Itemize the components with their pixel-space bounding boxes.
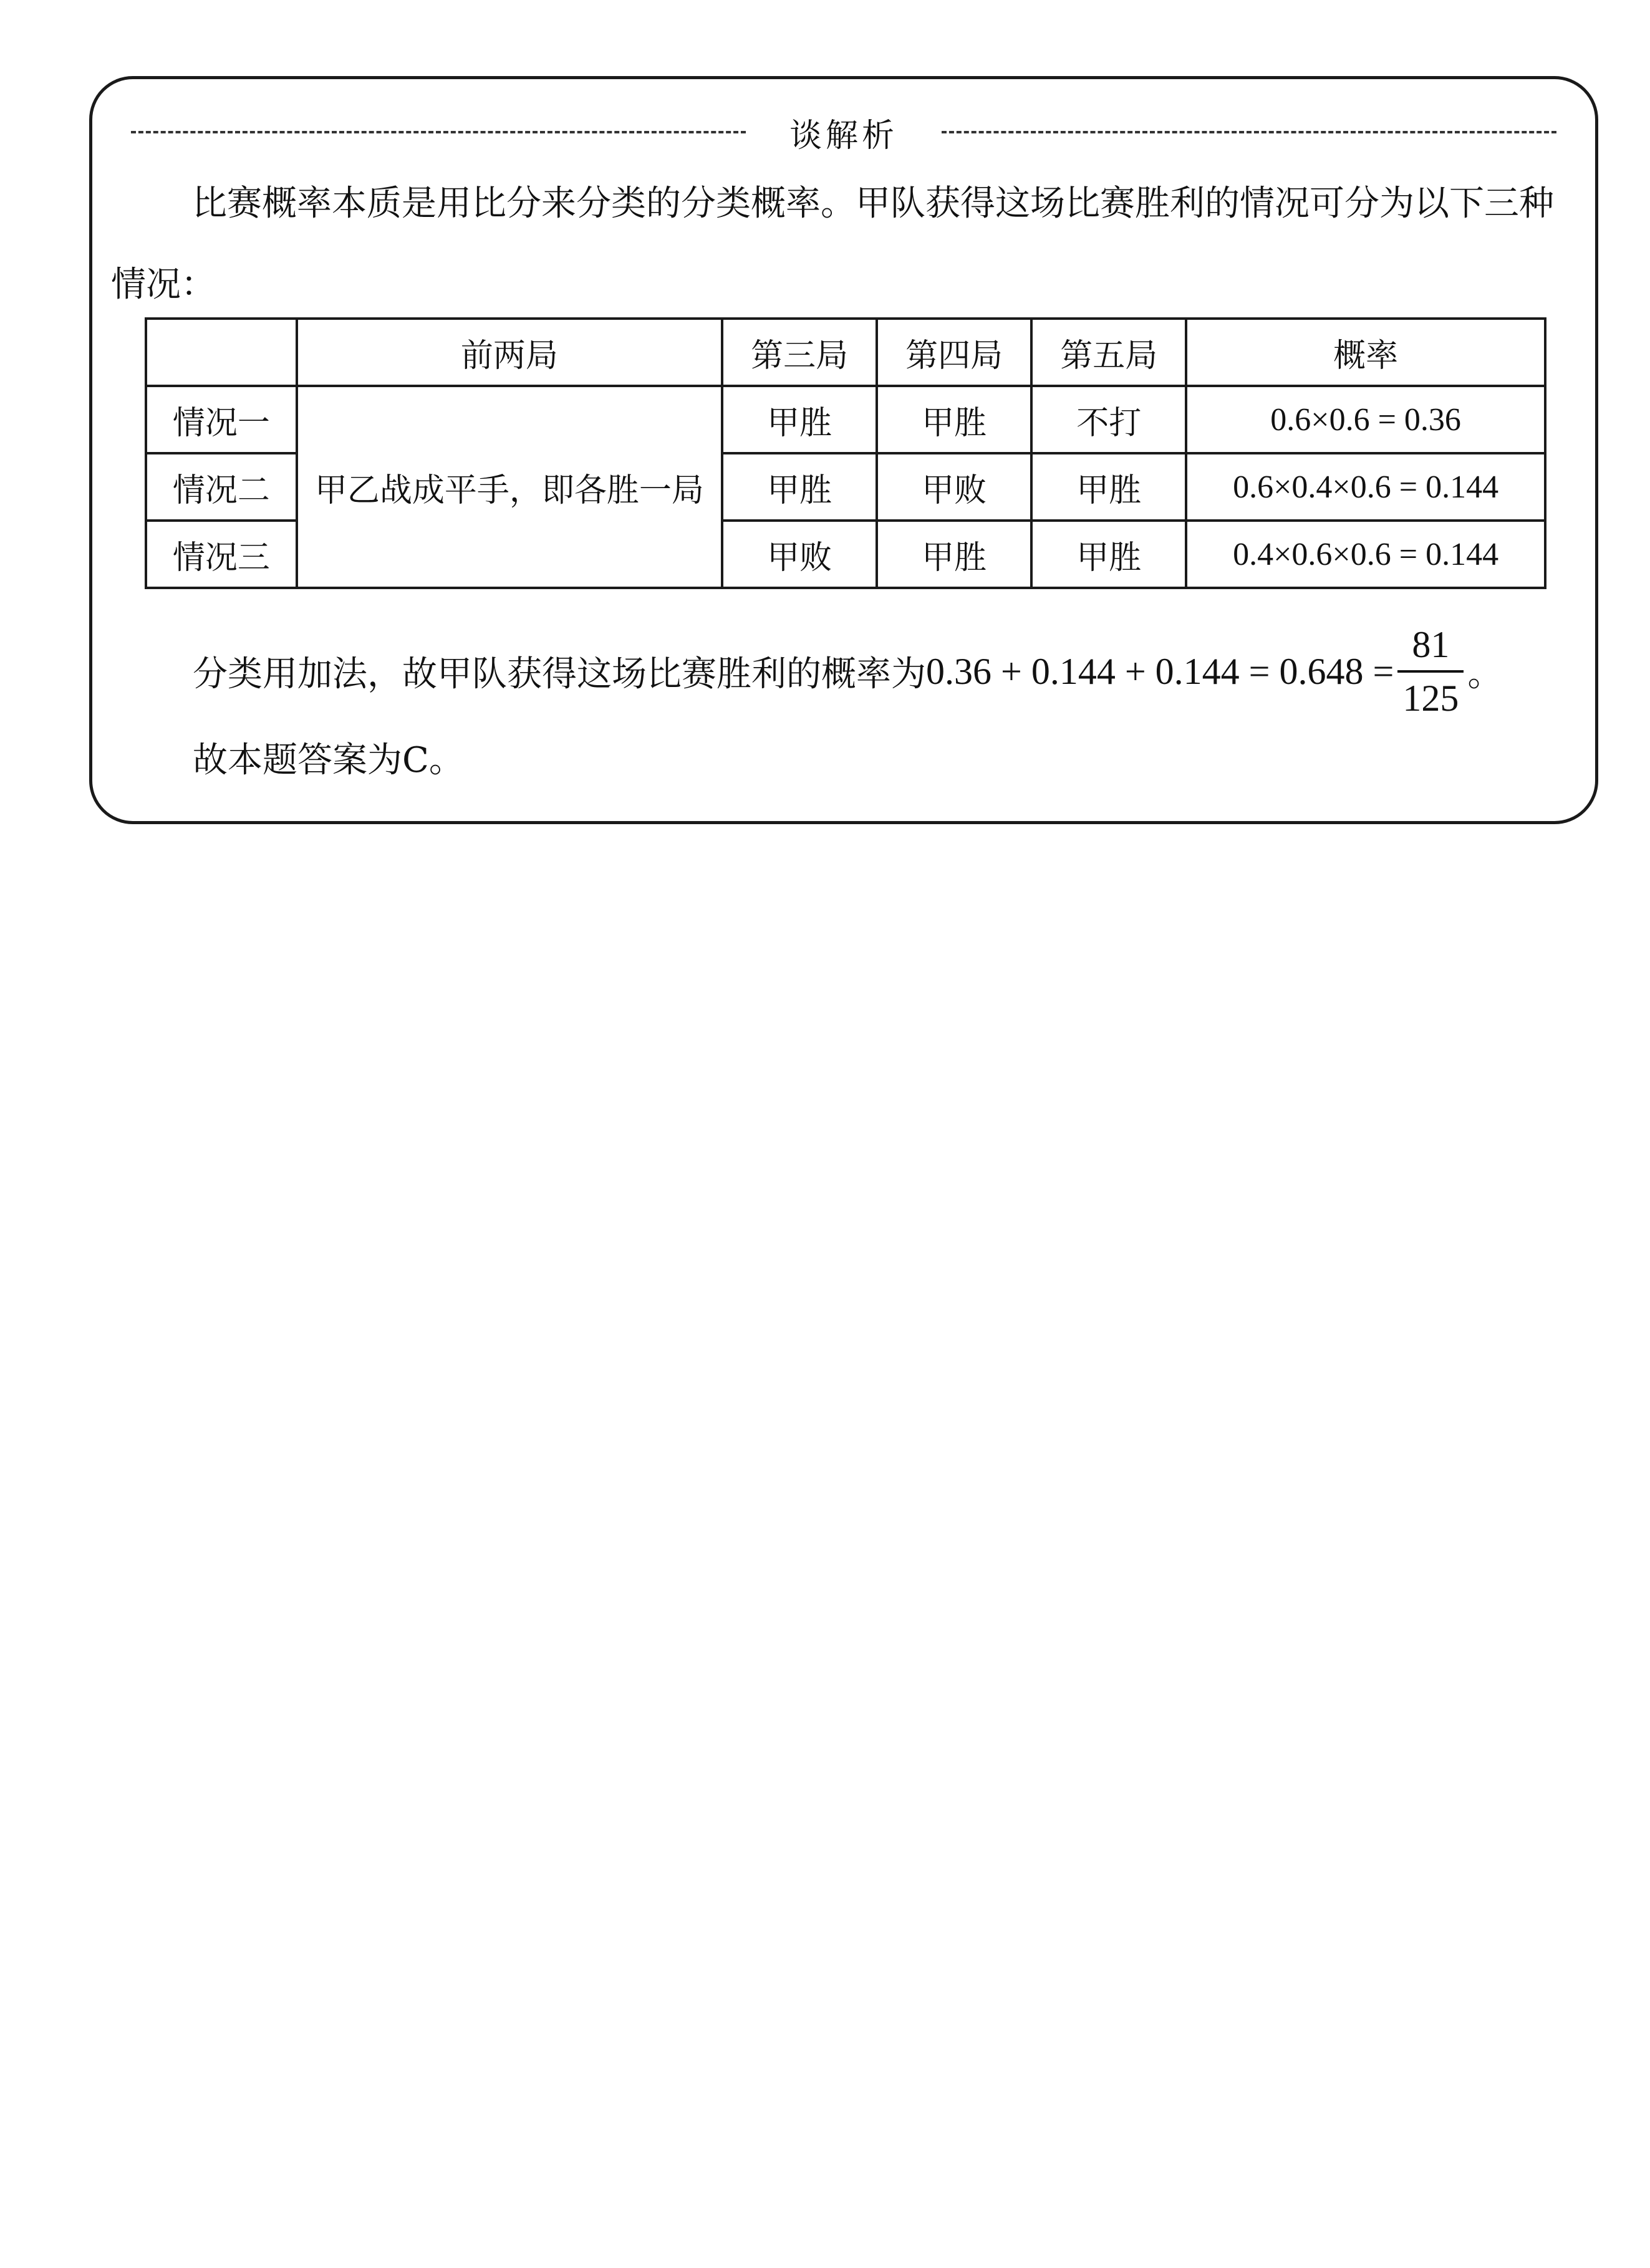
sum-suffix: 。 [1467, 654, 1503, 694]
game5-result: 甲胜 [1031, 453, 1186, 521]
left-dashed-divider [131, 131, 746, 133]
game4-result: 甲败 [877, 453, 1031, 521]
probability-formula: 0.4×0.6×0.6 = 0.144 [1186, 521, 1545, 588]
probability-formula: 0.6×0.6 = 0.36 [1186, 386, 1545, 453]
header-cell-game3: 第三局 [722, 319, 877, 386]
fraction-bar [1397, 670, 1464, 673]
game3-result: 甲胜 [722, 453, 877, 521]
sum-expression: 0.36 + 0.144 + 0.144 = 0.648 = [926, 650, 1394, 692]
game3-result: 甲胜 [722, 386, 877, 453]
game3-result: 甲败 [722, 521, 877, 588]
header-cell-probability: 概率 [1186, 319, 1545, 386]
result-fraction [1397, 623, 1464, 720]
case-label: 情况一 [146, 386, 297, 453]
header-cell-first-two: 前两局 [297, 319, 722, 386]
analysis-panel [89, 76, 1598, 824]
fraction-denominator: 125 [1402, 678, 1459, 719]
sum-prefix: 分类用加法，故甲队获得这场比赛胜利的概率为 [193, 654, 926, 694]
right-dashed-divider [942, 131, 1556, 133]
fraction-numerator: 81 [1412, 624, 1450, 665]
answer-line: 故本题答案为C。 [193, 740, 464, 781]
game4-result: 甲胜 [877, 386, 1031, 453]
case-label: 情况二 [146, 453, 297, 521]
sum-statement [193, 622, 1502, 721]
first-two-games-cell: 甲乙战成平手，即各胜一局 [297, 386, 722, 588]
table-row [146, 386, 1545, 453]
cases-table [145, 317, 1546, 589]
game5-result: 甲胜 [1031, 521, 1186, 588]
header-cell-empty [146, 319, 297, 386]
case-label: 情况三 [146, 521, 297, 588]
table-header-row [146, 319, 1545, 386]
game5-result: 不打 [1031, 386, 1186, 453]
panel-title: 谈解析 [789, 117, 899, 155]
intro-paragraph: 比赛概率本质是用比分来分类的分类概率。甲队获得这场比赛胜利的情况可分为以下三种情况： [111, 183, 1554, 305]
panel-header [131, 104, 1556, 160]
game4-result: 甲胜 [877, 521, 1031, 588]
header-cell-game4: 第四局 [877, 319, 1031, 386]
probability-formula: 0.6×0.4×0.6 = 0.144 [1186, 453, 1545, 521]
header-cell-game5: 第五局 [1031, 319, 1186, 386]
